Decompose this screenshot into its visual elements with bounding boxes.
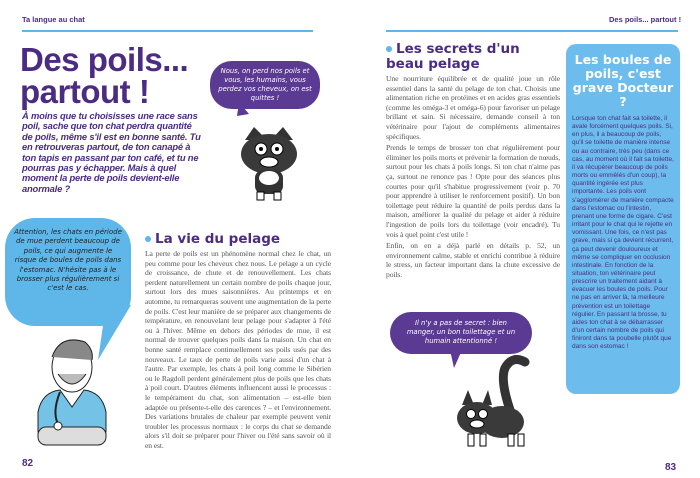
- running-head-right: Des poils... partout !: [609, 15, 682, 24]
- section-heading-secrets: [386, 42, 561, 72]
- page-title: [20, 41, 189, 110]
- cat-speech-bubble: Nous, on perd nos poils et vous, les humains, vous perdez vos cheveux, on est quittes !: [210, 61, 320, 109]
- sidebar-title: Les boules de poils, c'est grave Docteur ?: [572, 52, 674, 109]
- vet-speech-bubble: Attention, les chats en période de mue perdent beaucoup de poils, ce qui augmente le risque de boules de poils dans l'estomac. N'hésite pas à le brosser plus régulièrement si c'est le cas.: [5, 218, 131, 326]
- section-body-right: [386, 74, 560, 281]
- section-heading-la-vie-du-pelage: [145, 232, 280, 247]
- running-head-left: Ta langue au chat: [22, 15, 85, 24]
- section-title: La vie du pelage: [155, 231, 281, 247]
- page-number-left: 82: [22, 458, 34, 469]
- section-title: Les secrets d'un beau pelage: [386, 41, 520, 72]
- title-line-1: Des poils...: [20, 41, 189, 78]
- bullet-dot-icon: [145, 236, 151, 242]
- title-line-2: partout !: [20, 73, 150, 110]
- sidebar-box-hairballs: [566, 44, 680, 394]
- paragraph: Enfin, on en a déjà parlé en détails p. 52, un environnement calme, stable et enrichi contribue à réduire le stress, un facteur important dans la chute excessive de poils.: [386, 241, 560, 279]
- section-body: La perte de poils est un phénomène normal chez le chat, un peu comme pour les cheveux chez nous. Le pelage a un cycle de croissance, de chute et de renouvellement. Les chats perdent naturellement un certain nombre de poils chaque jour, surtout lors des mues saisonnières. Au printemps et en automne, tu remarqueras souvent une augmentation de la perte de poils. C'est leur manière de se préparer aux changements de température, en renouvelant leur pelage pour s'adapter à l'été ou à l'hiver. Même en dehors des périodes de mue, il est normal de trouver quelques poils dans la maison. Un chat en bonne santé remplace continuellement ses poils usés par des nouveaux. Le taux de perte de poils varie aussi d'un chat à l'autre. Par exemple, les chats à poil long comme le Sibérien ou le Ragdoll perdent généralement plus de poils que les chats à poil court. D'autres éléments influencent aussi le processus : le tempérament du chat, son alimentation – est-elle bien adaptée ou présente-t-elle des carences ? – et l'environnement. Des variations brutales de chaleur par exemple peuvent venir troubler les processus normaux : le corps du chat se demande alors s'il doit se préparer pour l'hiver ou l'été sans savoir où il en est.: [145, 249, 331, 450]
- bullet-dot-icon: [386, 46, 392, 52]
- cat-illustration: [225, 102, 315, 207]
- header-rule: [22, 30, 313, 32]
- page-number-right: 83: [665, 462, 677, 473]
- paragraph: Une nourriture équilibrée et de qualité joue un rôle essentiel dans la santé du pelage de ton chat. Choisis une alimentation riche en protéines et en acides gras essentiels (comme les oméga-3 et oméga-6) pour favoriser un pelage brillant et sain. Si nécessaire, demande conseil à ton vétérinaire pour l'ajout de compléments alimentaires spécifiques.: [386, 74, 560, 141]
- paragraph: Prends le temps de brosser ton chat régulièrement pour éliminer les poils morts et prévenir la formation de nœuds, surtout pour les chats à poils longs. Si ton chat n'aime pas ça, surtout ne renonce pas ! Opte pour des séances plus courtes pour qu'il s'habitue progressivement (voir p. 70 pour apprendre à utiliser le renforcement positif). Un bon toilettage peut réduire la quantité de poils perdus dans la maison, améliorer la qualité du pelage et aider à réduire l'ingestion de poils lors du toilettage (voir encadré). Tu vois à quel point c'est utile !: [386, 143, 560, 239]
- header-rule: [386, 30, 678, 32]
- cat-illustration-right: [440, 350, 540, 455]
- veterinarian-illustration: [30, 332, 115, 452]
- cat-speech-bubble-right: Il n'y a pas de secret : bien manger, un bon toilettage et un humain attentionné !: [390, 312, 532, 354]
- intro-text: À moins que tu choisisses une race sans poil, sache que ton chat perdra quantité de poils, même s'il est en bonne santé. Tu en retrouveras partout, de ton canapé à ton tapis en passant par ton café, et tu ne pourras pas y échapper. Mais à quel moment la perte de poils devient-elle anormale ?: [22, 110, 201, 194]
- sidebar-body: Lorsque ton chat fait sa toilette, il avale forcément quelques poils. Si, en plus, il a beaucoup de poils, qu'il se toilette de manière intense ou au contraire, très peu (dans ce cas, au moment où il fait sa toilette, il va récupérer beaucoup de poils morts ou emmêlés d'un coup), la quantité ingérée est plus importante. Les poils vont s'agglomérer de manière compacte dans l'estomac ou l'intestin, prenant une forme de cigare. C'est irritant pour le chat qui le rejette en vomissant. Une fois, ce n'est pas grave, mais si ça devient récurrent, ça peut devenir douloureux et même se compliquer en occlusion intestinale. En fonction de la situation, ton vétérinaire peut prescrire un traitement aidant à évacuer les boules de poils. Pour ne pas en arriver là, la meilleure prévention est un toilettage régulier. En passant la brosse, tu aides ton chat à se débarrasser d'un certain nombre de poils qui finiront dans ta poubelle plutôt que dans son estomac !: [572, 115, 674, 351]
